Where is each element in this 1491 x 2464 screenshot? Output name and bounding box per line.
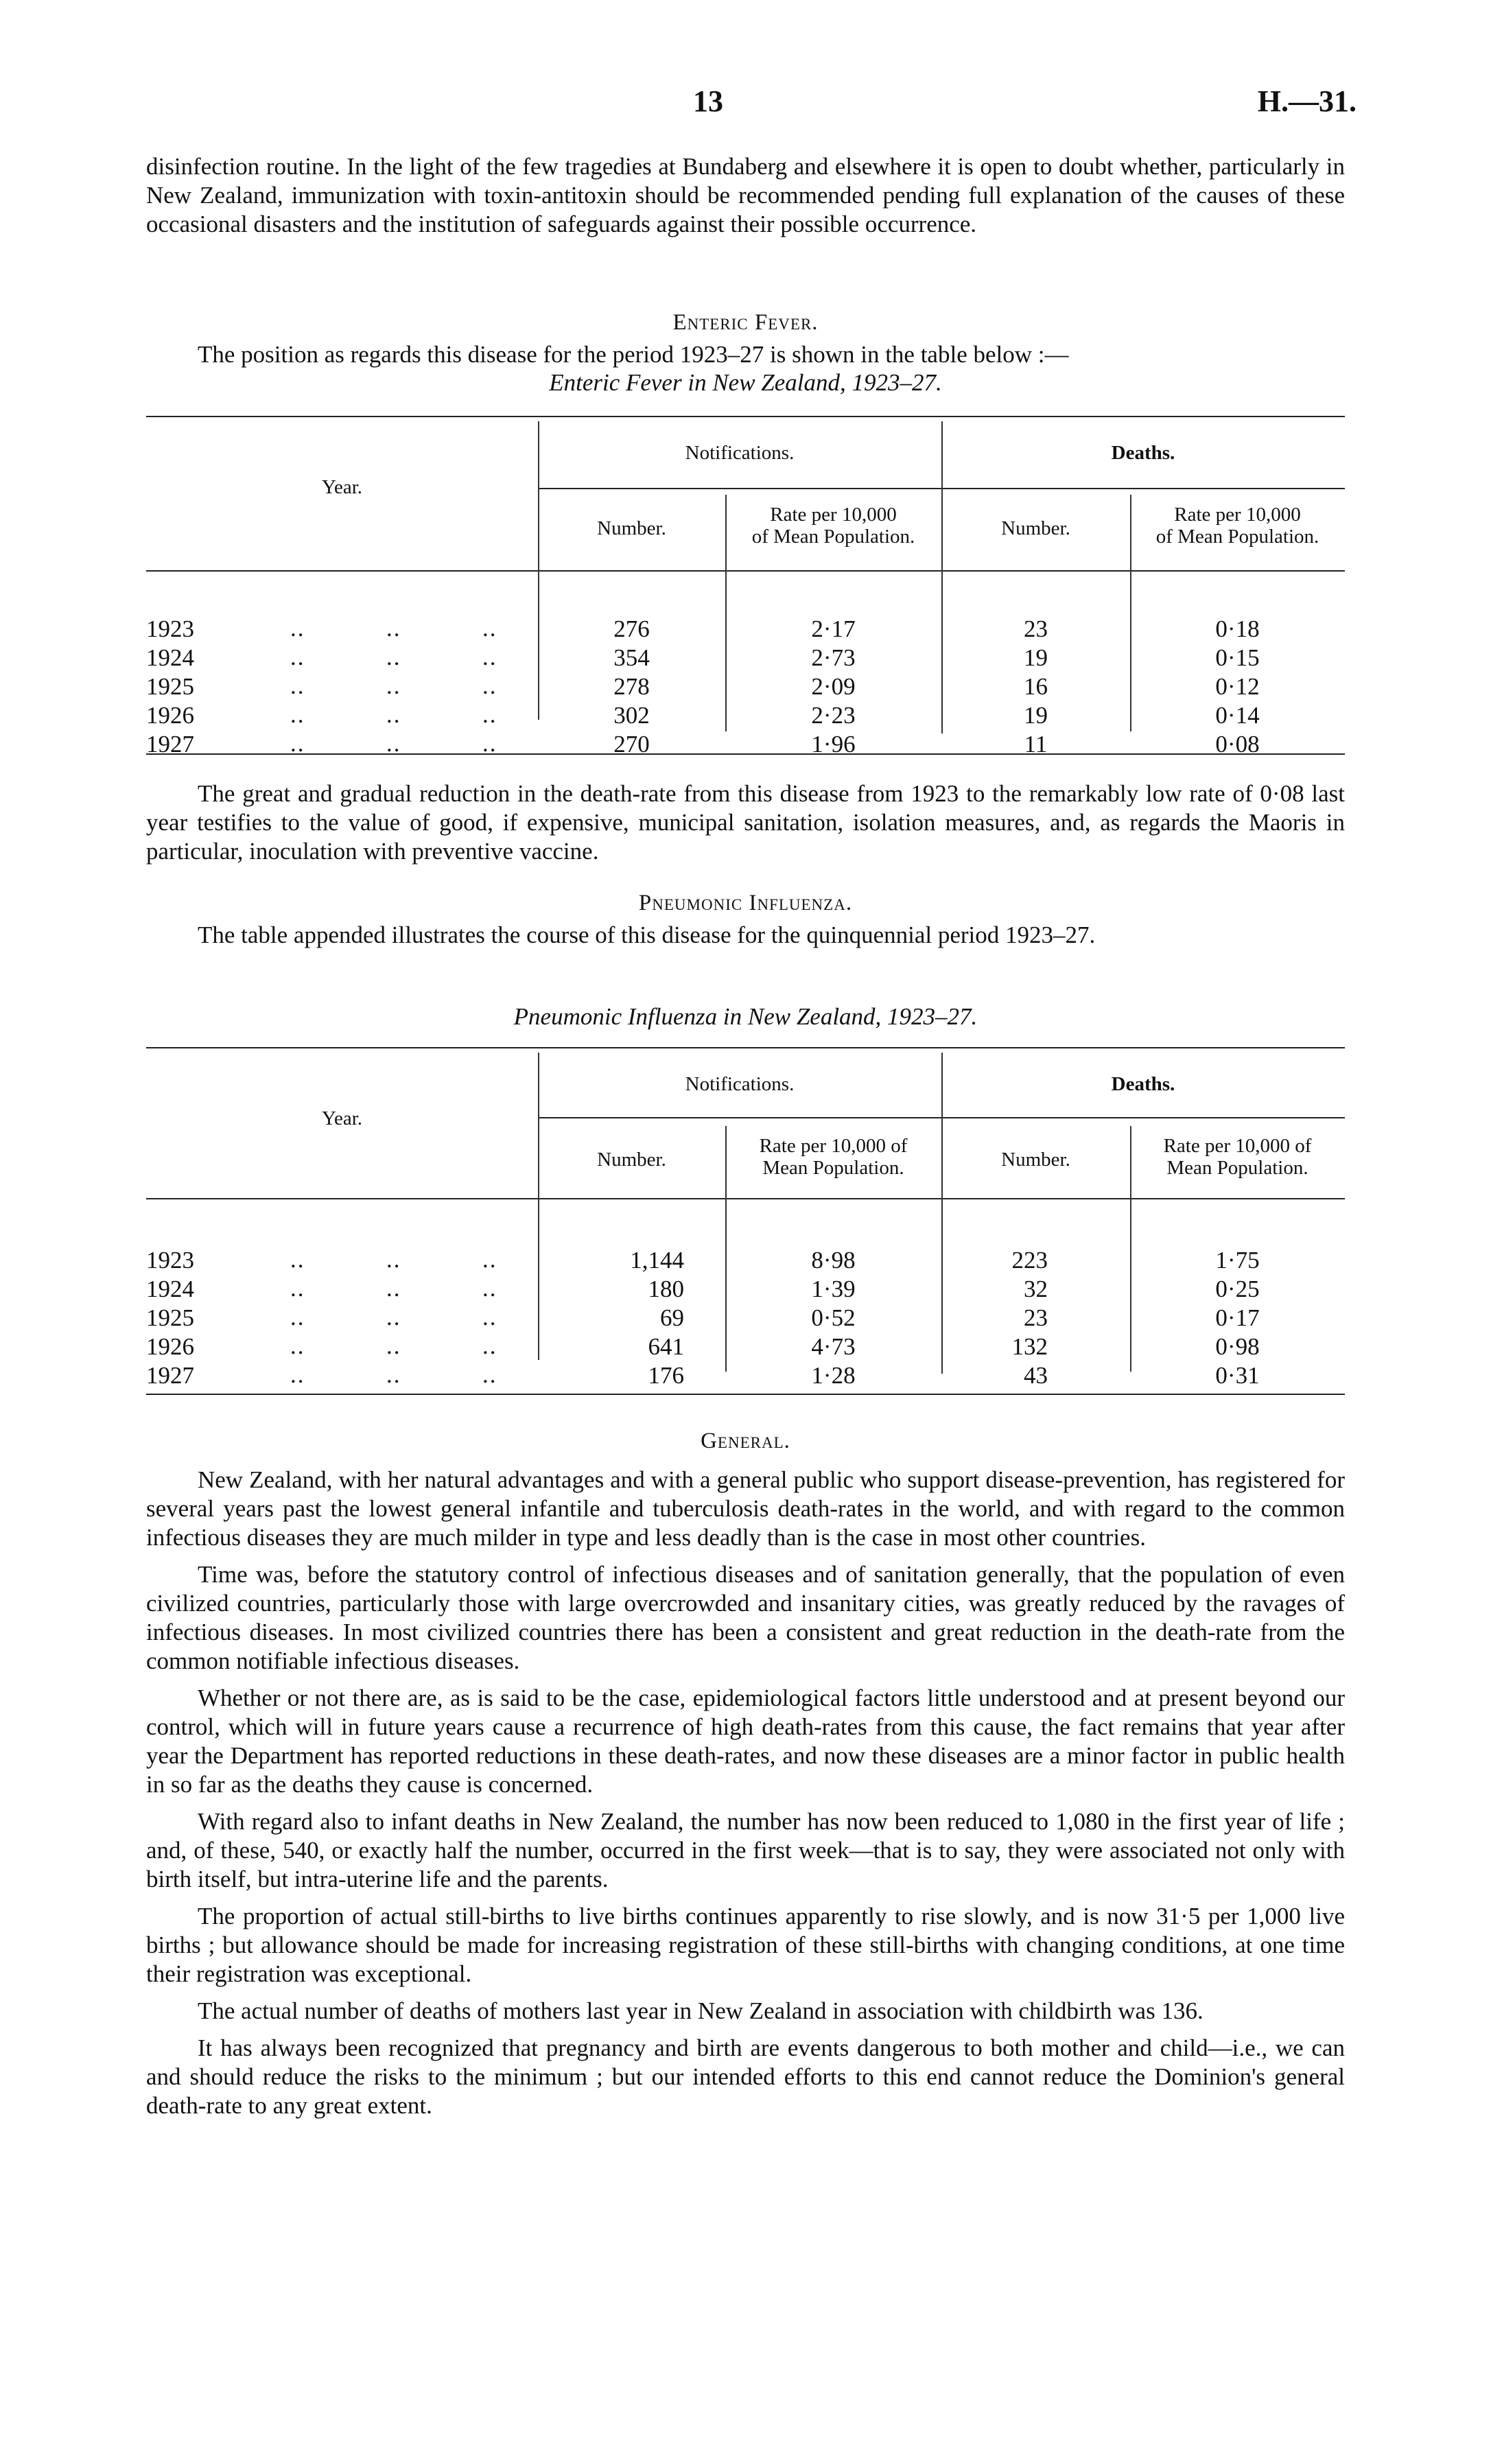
pneumonic-influenza-table	[146, 1047, 1345, 1396]
leader-dots: ..	[290, 1275, 305, 1302]
header-bottom-rule	[146, 570, 1345, 572]
leader-dots: ..	[482, 701, 497, 728]
notification-number-cell: 176	[648, 1362, 684, 1389]
notification-rate-cell: 2·23	[811, 702, 856, 729]
leader-dots: ..	[482, 1246, 497, 1273]
leader-dots: ..	[482, 672, 497, 699]
general-heading: General.	[701, 1429, 790, 1453]
leader-dots: ..	[386, 1275, 401, 1302]
year-cell: 1925	[146, 673, 194, 700]
death-number-cell: 19	[1024, 702, 1048, 729]
leader-dots: ..	[386, 701, 401, 728]
year-header: Year.	[321, 1107, 363, 1129]
notification-number-cell: 302	[613, 702, 650, 729]
notification-rate-cell: 1·96	[811, 731, 856, 758]
rate-header-line-2: Mean Population.	[762, 1157, 904, 1179]
notification-number-cell: 1,144	[630, 1247, 684, 1274]
death-rate-cell: 0·18	[1215, 615, 1260, 642]
leader-dots: ..	[290, 1361, 305, 1388]
pneumonic-table-caption: Pneumonic Influenza in New Zealand, 1923–27.	[513, 1003, 978, 1030]
year-cell: 1926	[146, 1333, 194, 1360]
notification-rate-cell: 1·39	[811, 1276, 856, 1302]
general-paragraph: Whether or not there are, as is said to be the case, epidemiological factors little understood and at present beyond our control, which will in future years cause a recurrence of high death-rates from this cause, the fact remains that year after year the Department has reported reductions in these death-rates, and now these diseases are a minor factor in public health in so far as the deaths they cause is concerned.	[146, 1685, 1345, 1798]
death-number-cell: 43	[1024, 1362, 1048, 1389]
leader-dots: ..	[290, 1333, 305, 1359]
notification-rate-cell: 8·98	[811, 1247, 856, 1274]
leader-dots: ..	[290, 615, 305, 642]
notifications-rate-header	[725, 1135, 941, 1179]
year-cell: 1927	[146, 1362, 194, 1389]
general-paragraph: New Zealand, with her natural advantages and with a general public who support disease-prevention, has registered for several years past the lowest general infantile and tuberculosis death-rates in the world, and with regard to the common infectious diseases they are much milder in type and less deadly than is the case in most other countries.	[146, 1466, 1345, 1551]
notifications-number-header: Number.	[597, 517, 666, 539]
leader-dots: ..	[482, 1275, 497, 1302]
notification-rate-cell: 1·28	[811, 1362, 856, 1389]
general-paragraph: With regard also to infant deaths in New Zealand, the number has now been reduced to 1,080 in the first year of life ; and, of these, 540, or exactly half the number, occurred in the first week—that is to say, they were associated not only with birth itself, but intra-uterine life and the parents.	[146, 1808, 1345, 1892]
leader-dots: ..	[290, 672, 305, 699]
death-rate-cell: 1·75	[1215, 1247, 1260, 1274]
leader-dots: ..	[386, 672, 401, 699]
death-rate-cell: 0·14	[1215, 702, 1260, 729]
deaths-rate-header	[1130, 504, 1345, 548]
death-number-cell: 11	[1024, 731, 1048, 758]
death-rate-cell: 0·17	[1215, 1304, 1260, 1331]
leader-dots: ..	[290, 1304, 305, 1330]
notification-number-cell: 278	[613, 673, 650, 700]
deaths-header: Deaths.	[1111, 442, 1175, 464]
leader-dots: ..	[290, 644, 305, 670]
death-number-cell: 16	[1024, 673, 1048, 700]
rate-header-line-1: Rate per 10,000 of	[1163, 1135, 1312, 1157]
year-cell: 1923	[146, 1247, 194, 1274]
leader-dots: ..	[386, 1333, 401, 1359]
leader-dots: ..	[482, 1304, 497, 1330]
leader-dots: ..	[386, 730, 401, 757]
enteric-fever-heading: Enteric Fever.	[672, 310, 819, 335]
deaths-number-header: Number.	[1001, 1149, 1070, 1171]
death-number-cell: 223	[1011, 1247, 1048, 1274]
enteric-fever-table	[146, 416, 1345, 758]
notification-number-cell: 276	[613, 615, 650, 642]
death-rate-cell: 0·08	[1215, 731, 1260, 758]
rate-header-line-1: Rate per 10,000	[770, 504, 897, 526]
notification-number-cell: 180	[648, 1276, 684, 1302]
leader-dots: ..	[386, 1246, 401, 1273]
death-number-cell: 19	[1024, 644, 1048, 671]
leader-dots: ..	[290, 701, 305, 728]
death-number-cell: 23	[1024, 1304, 1048, 1331]
notification-rate-cell: 2·17	[811, 615, 856, 642]
year-cell: 1925	[146, 1304, 194, 1331]
leader-dots: ..	[386, 1304, 401, 1330]
rate-header-line-2: of Mean Population.	[751, 526, 915, 548]
leader-dots: ..	[290, 1246, 305, 1273]
notification-rate-cell: 0·52	[811, 1304, 856, 1331]
death-rate-cell: 0·12	[1215, 673, 1260, 700]
leader-dots: ..	[482, 1333, 497, 1359]
rate-header-line-1: Rate per 10,000	[1174, 504, 1301, 526]
notification-number-cell: 69	[660, 1304, 684, 1331]
pneumonic-influenza-heading: Pneumonic Influenza.	[638, 891, 853, 915]
year-cell: 1927	[146, 731, 194, 758]
leader-dots: ..	[290, 730, 305, 757]
header-bottom-rule	[146, 1198, 1345, 1199]
notification-rate-cell: 2·73	[811, 644, 856, 671]
notification-number-cell: 354	[613, 644, 650, 671]
leader-dots: ..	[386, 615, 401, 642]
year-cell: 1924	[146, 1276, 194, 1302]
intro-paragraph: disinfection routine. In the light of the few tragedies at Bundaberg and elsewhere it is open to doubt whether, particularly in New Zealand, immunization with toxin-antitoxin should be recommended pending full explanation of the causes of these occasional disasters and the institution of safeguards against their possible occurrence.	[146, 153, 1345, 237]
year-cell: 1923	[146, 615, 194, 642]
leader-dots: ..	[482, 644, 497, 670]
death-rate-cell: 0·15	[1215, 644, 1260, 671]
death-number-cell: 132	[1011, 1333, 1048, 1360]
notifications-header: Notifications.	[685, 1073, 795, 1095]
year-cell: 1926	[146, 702, 194, 729]
table-top-rule	[146, 416, 1345, 417]
enteric-conclusion-paragraph: The great and gradual reduction in the death-rate from this disease from 1923 to the remarkably low rate of 0·08 last year testifies to the value of good, if expensive, municipal sanitation, isolation measures, and, as regards the Maoris in particular, inoculation with preventive vaccine.	[146, 780, 1345, 865]
enteric-lead: The position as regards this disease for the period 1923–27 is shown in the table below :—	[198, 341, 1069, 368]
general-paragraph: The proportion of actual still-births to live births continues apparently to rise slowly, and is now 31·5 per 1,000 live births ; but allowance should be made for increasing registration of these still-births with changing conditions, at one time their registration was exceptional.	[146, 1903, 1345, 1987]
death-number-cell: 23	[1024, 615, 1048, 642]
document-reference: H.—31.	[1257, 84, 1357, 118]
rate-header-line-2: Mean Population.	[1166, 1157, 1308, 1179]
general-paragraph: Time was, before the statutory control of infectious diseases and of sanitation generally, that the population of even civilized countries, particularly those with large overcrowded and insanitary cities, was greatly reduced by the ravages of infectious diseases. In most civilized countries there has been a consistent and great reduction in the death-rate from the common notifiable infectious diseases.	[146, 1561, 1345, 1674]
table-bottom-rule	[146, 1394, 1345, 1395]
general-paragraph: The actual number of deaths of mothers last year in New Zealand in association with childbirth was 136.	[198, 1997, 1204, 2024]
rate-header-line-1: Rate per 10,000 of	[759, 1135, 908, 1157]
rate-header-line-2: of Mean Population.	[1155, 526, 1319, 548]
page-number: 13	[693, 84, 723, 118]
notification-number-cell: 270	[613, 731, 650, 758]
death-rate-cell: 0·25	[1215, 1276, 1260, 1302]
notifications-header: Notifications.	[685, 442, 795, 464]
enteric-table-caption: Enteric Fever in New Zealand, 1923–27.	[549, 369, 942, 396]
notification-number-cell: 641	[648, 1333, 684, 1360]
notifications-rate-header	[725, 504, 941, 548]
notifications-number-header: Number.	[597, 1149, 666, 1171]
pneumonic-lead: The table appended illustrates the course of this disease for the quinquennial period 1923–27.	[198, 922, 1096, 948]
deaths-rate-header	[1130, 1135, 1345, 1179]
notification-rate-cell: 2·09	[811, 673, 856, 700]
table-top-rule	[146, 1047, 1345, 1048]
leader-dots: ..	[482, 730, 497, 757]
death-rate-cell: 0·31	[1215, 1362, 1260, 1389]
general-paragraph: It has always been recognized that pregnancy and birth are events dangerous to both mother and child—i.e., we can and should reduce the risks to the minimum ; but our intended efforts to this end cannot reduce the Dominion's general death-rate to any great extent.	[146, 2034, 1345, 2119]
deaths-header: Deaths.	[1111, 1073, 1175, 1095]
leader-dots: ..	[386, 644, 401, 670]
deaths-number-header: Number.	[1001, 517, 1070, 539]
death-number-cell: 32	[1024, 1276, 1048, 1302]
notification-rate-cell: 4·73	[811, 1333, 856, 1360]
year-header: Year.	[321, 476, 363, 498]
leader-dots: ..	[482, 1361, 497, 1388]
leader-dots: ..	[482, 615, 497, 642]
year-cell: 1924	[146, 644, 194, 671]
leader-dots: ..	[386, 1361, 401, 1388]
death-rate-cell: 0·98	[1215, 1333, 1260, 1360]
general-section	[146, 1466, 1345, 2128]
